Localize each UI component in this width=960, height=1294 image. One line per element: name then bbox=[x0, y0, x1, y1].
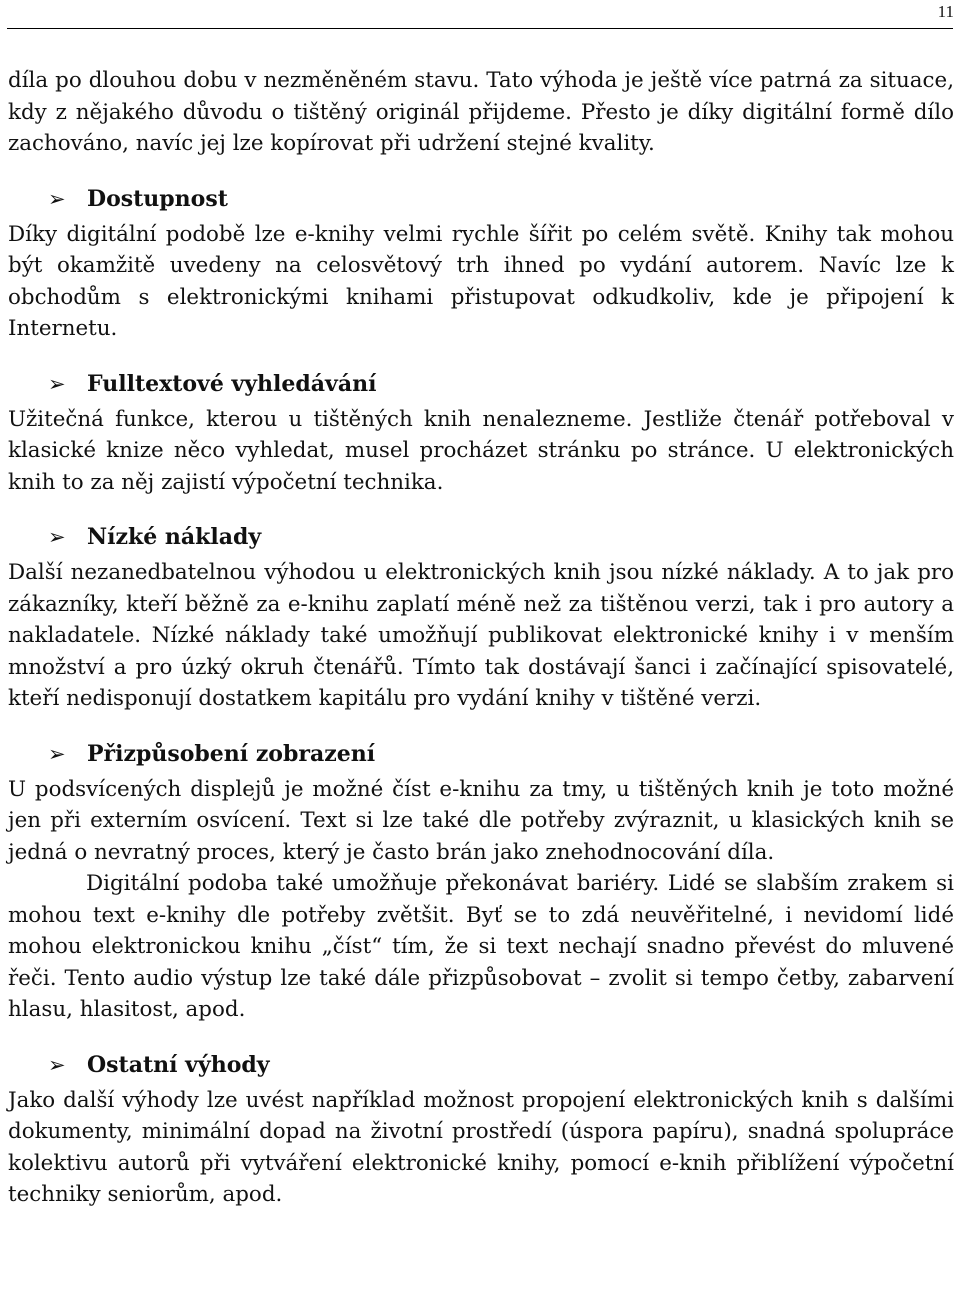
section-paragraph-indented: Digitální podoba také umožňuje překonávat bariéry. Lidé se slabším zrakem si mohou text e-knihy dle potřeby zvětšit. Byť se to zdá neuvěřitelné, i nevidomí lidé mohou elektronickou knihu „číst“ tím, že si text nechají snadno převést do mluvené řeči. Tento audio výstup lze také dále přizpůsobovat – zvolit si tempo četby, zabarvení hlasu, hlasitost, apod. bbox=[8, 871, 954, 1022]
section-heading-zobrazeni bbox=[8, 739, 954, 769]
section-heading-label: Nízké náklady bbox=[87, 524, 262, 550]
section-paragraph: U podsvícených displejů je možné číst e-knihu za tmy, u tištěných knih je toto možné jen při externím osvícení. Text si lze také dle potřeby zvýraznit, u klasických knih se jedná o nevratný proces, který je často brán jako znehodnocování díla. bbox=[8, 776, 954, 865]
intro-paragraph: díla po dlouhou dobu v nezměněném stavu. Tato výhoda je ještě více patrná za situace, kdy z nějakého důvodu o tištěný originál přijdeme. Přesto je díky digitální formě dílo zachováno, navíc jej lze kopírovat při udržení stejné kvality. bbox=[8, 68, 954, 156]
arrow-bullet-icon: ➢ bbox=[48, 186, 66, 211]
section-paragraph: Díky digitální podobě lze e-knihy velmi rychle šířit po celém světě. Knihy tak mohou být okamžitě uvedeny na celosvětový trh ihned po vydání autorem. Navíc lze k obchodům s elektronickými knihami přistupovat odkudkoliv, kde je připojení k Internetu. bbox=[8, 221, 954, 341]
section-heading-dostupnost bbox=[8, 184, 954, 214]
section-heading-label: Ostatní výhody bbox=[87, 1051, 270, 1078]
arrow-bullet-icon: ➢ bbox=[48, 525, 66, 549]
section-paragraph: Užitečná funkce, kterou u tištěných knih nenalezneme. Jestliže čtenář potřeboval v klasické knize něco vyhledat, musel procházet stránku po stránce. U elektronických knih to za něj zajistí výpočetní technika. bbox=[8, 406, 954, 495]
arrow-bullet-icon: ➢ bbox=[48, 371, 66, 396]
document-body bbox=[8, 65, 954, 1211]
arrow-bullet-icon: ➢ bbox=[48, 741, 66, 766]
page-number: 11 bbox=[937, 2, 954, 21]
section-paragraph: Další nezanedbatelnou výhodou u elektronických knih jsou nízké náklady. A to jak pro zákazníky, kteří běžně za e-knihu zaplatí méně než za tištěnou verzi, tak i pro autory a nakladatele. Nízké náklady také umožňují publikovat elektronické knihy i v menším množství a pro úzký okruh čtenářů. Tímto tak dostávají šanci i začínající spisovatelé, kteří nedisponují dostatkem kapitálu pro vydání knihy v tištěné verzi. bbox=[8, 560, 954, 711]
section-heading-label: Dostupnost bbox=[87, 185, 228, 212]
section-heading-ostatni bbox=[8, 1050, 954, 1080]
section-paragraph: Jako další výhody lze uvést například možnost propojení elektronických knih s dalšími dokumenty, minimální dopad na životní prostředí (úspora papíru), snadná spolupráce kolektivu autorů při vytváření elektronické knihy, pomocí e-knih přiblížení výpočetní techniky seniorům, apod. bbox=[8, 1087, 954, 1207]
section-heading-label: Přizpůsobení zobrazení bbox=[87, 740, 376, 767]
header-rule bbox=[7, 28, 953, 29]
section-heading-naklady bbox=[8, 522, 954, 552]
section-heading-label: Fulltextové vyhledávání bbox=[87, 370, 377, 397]
arrow-bullet-icon: ➢ bbox=[48, 1052, 66, 1077]
section-heading-fulltext bbox=[8, 369, 954, 399]
